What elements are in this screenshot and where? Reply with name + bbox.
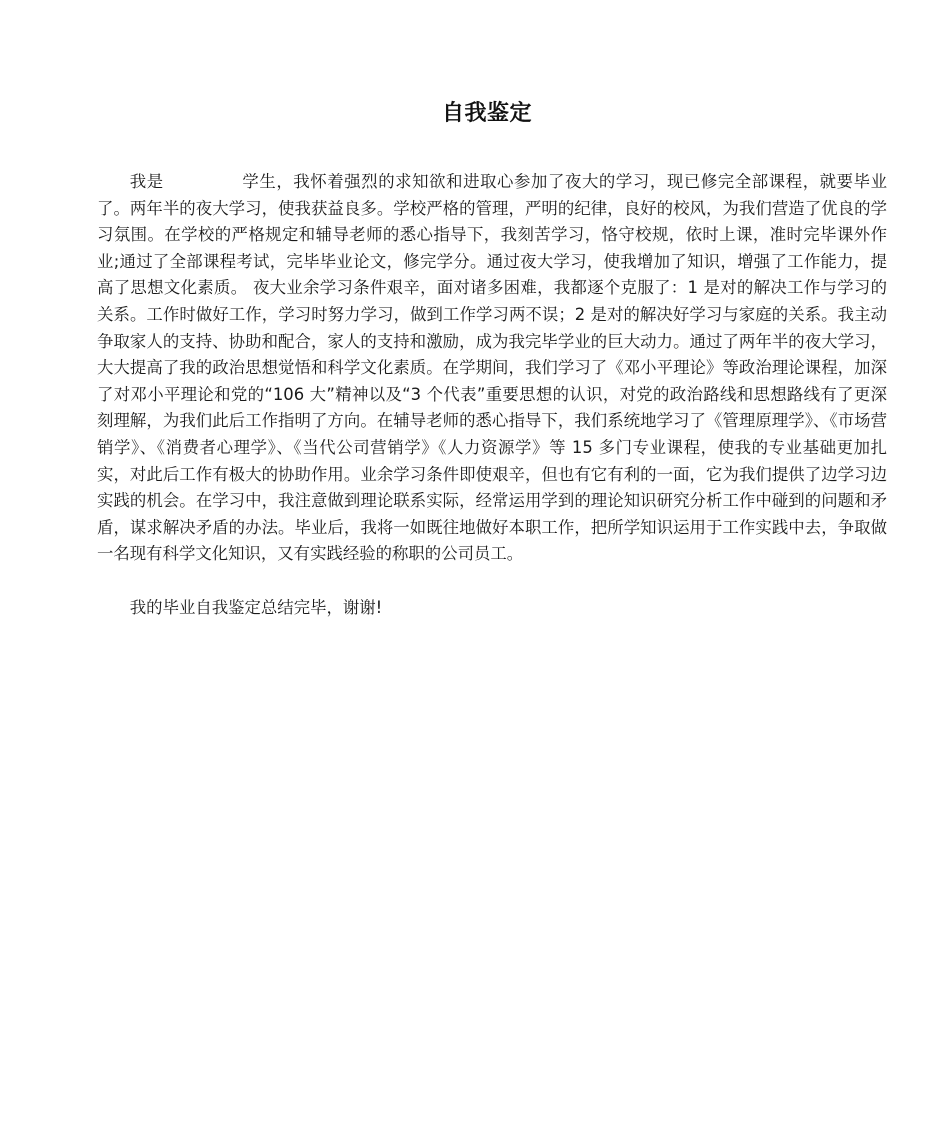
body-paragraph [97, 169, 887, 568]
document-title: 自我鉴定 [441, 101, 532, 126]
paragraph-lead: 我是 [129, 172, 164, 191]
closing-paragraph: 我的毕业自我鉴定总结完毕，谢谢! [129, 597, 383, 617]
paragraph-text: 学生，我怀着强烈的求知欲和进取心参加了夜大的学习，现已修完全部课程，就要毕业了。两年半的夜大学习，使我获益良多。学校严格的管理，严明的纪律，良好的校风，为我们营造了优良的学习氛围。在学校的严格规定和辅导老师的悉心指导下，我刻苦学习，恪守校规，依时上课，准时完毕课外作业;通过了全部课程考试，完毕毕业论文，修完学分。通过夜大学习，使我增加了知识，增强了工作能力，提高了思想文化素质。 夜大业余学习条件艰辛，面对诸多困难，我都逐个克服了：1 是对的解决工作与学习的关系。工作时做好工作，学习时努力学习，做到工作学习两不误；2 是对的解决好学习与家庭的关系。我主动争取家人的支持、协助和配合，家人的支持和激励，成为我完毕学业的巨大动力。通过了两年半的夜大学习，大大提高了我的政治思想觉悟和科学文化素质。在学期间，我们学习了《邓小平理论》等政治理论课程，加深了对邓小平理论和党的“106 大”精神以及“3 个代表”重要思想的认识，对党的政治路线和思想路线有了更深刻理解，为我们此后工作指明了方向。在辅导老师的悉心指导下，我们系统地学习了《管理原理学》、《市场营销学》、《消费者心理学》、《当代公司营销学》《人力资源学》等 15 多门专业课程，使我的专业基础更加扎实，对此后工作有极大的协助作用。业余学习条件即使艰辛，但也有它有利的一面，它为我们提供了边学习边实践的机会。在学习中，我注意做到理论联系实际，经常运用学到的理论知识研究分析工作中碰到的问题和矛盾，谋求解决矛盾的办法。毕业后，我将一如既往地做好本职工作，把所学知识运用于工作实践中去，争取做一名现有科学文化知识，又有实践经验的称职的公司员工。 [97, 172, 888, 564]
document-body [97, 169, 887, 621]
